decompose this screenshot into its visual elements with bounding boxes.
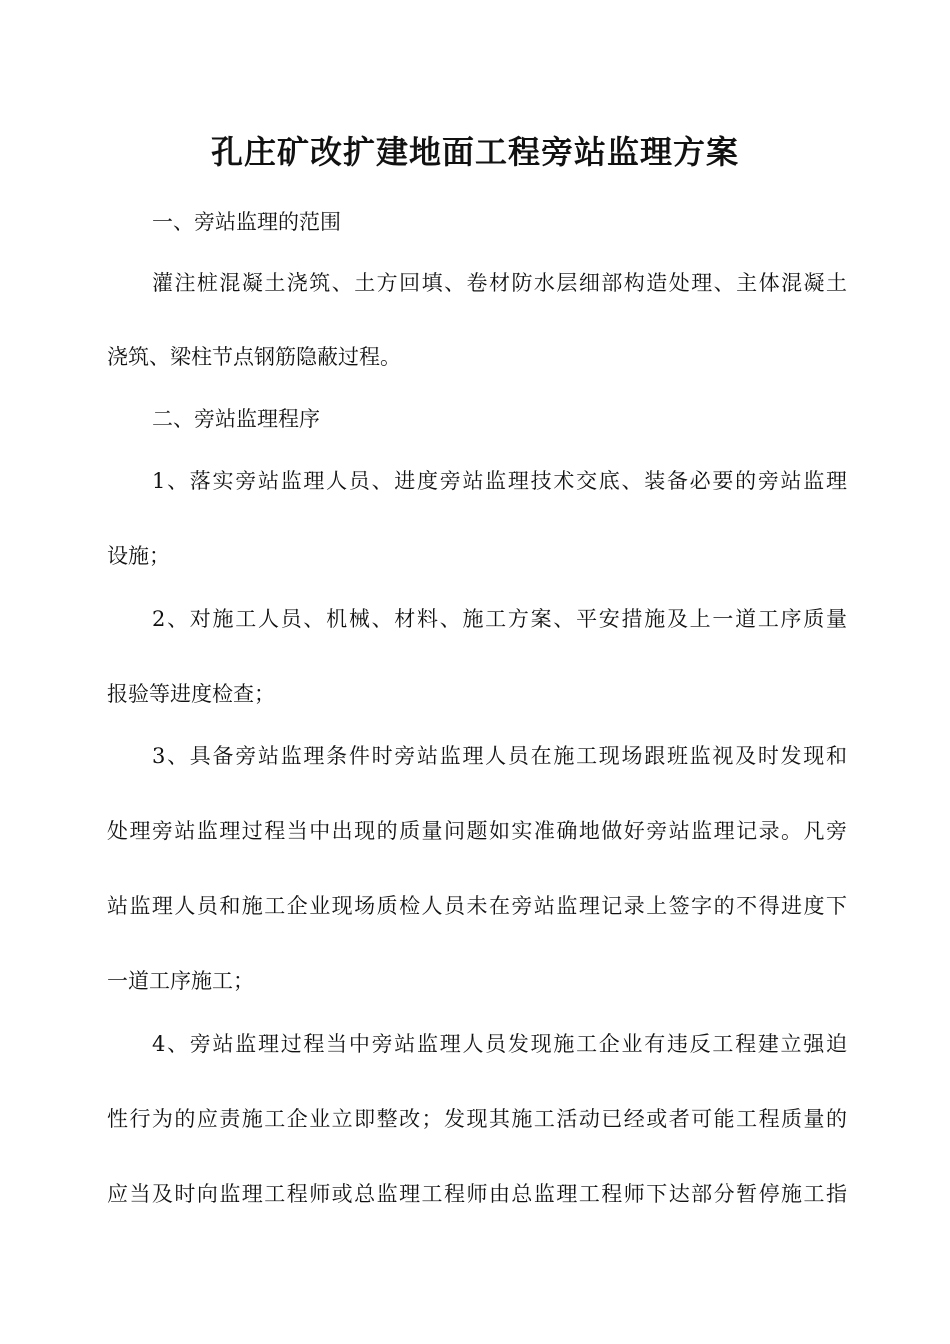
paragraph-line: 应当及时向监理工程师或总监理工程师由总监理工程师下达部分暂停施工指 (107, 1182, 847, 1206)
paragraph-line: 灌注桩混凝土浇筑、土方回填、卷材防水层细部构造处理、主体混凝土 (152, 271, 847, 295)
paragraph-line: 一道工序施工； (107, 969, 254, 993)
paragraph-line: 处理旁站监理过程当中出现的质量问题如实准确地做好旁站监理记录。凡旁 (107, 819, 847, 843)
paragraph-line: 报验等进度检查； (107, 682, 275, 706)
page-title: 孔庄矿改扩建地面工程旁站监理方案 (210, 133, 739, 171)
paragraph-line: 2、对施工人员、机械、材料、施工方案、平安措施及上一道工序质量 (152, 607, 847, 631)
paragraph-line: 1、落实旁站监理人员、进度旁站监理技术交底、装备必要的旁站监理 (152, 469, 847, 493)
section-heading-scope: 一、旁站监理的范围 (152, 210, 341, 234)
section-heading-procedure: 二、旁站监理程序 (152, 407, 320, 431)
paragraph-line: 设施； (107, 544, 170, 568)
paragraph-line: 站监理人员和施工企业现场质检人员未在旁站监理记录上签字的不得进度下 (107, 894, 847, 918)
paragraph-line: 3、具备旁站监理条件时旁站监理人员在施工现场跟班监视及时发现和 (152, 744, 847, 768)
paragraph-line: 4、旁站监理过程当中旁站监理人员发现施工企业有违反工程建立强迫 (152, 1032, 847, 1056)
paragraph-line: 性行为的应责施工企业立即整改；发现其施工活动已经或者可能工程质量的 (107, 1107, 847, 1131)
paragraph-line: 浇筑、梁柱节点钢筋隐蔽过程。 (107, 345, 401, 369)
